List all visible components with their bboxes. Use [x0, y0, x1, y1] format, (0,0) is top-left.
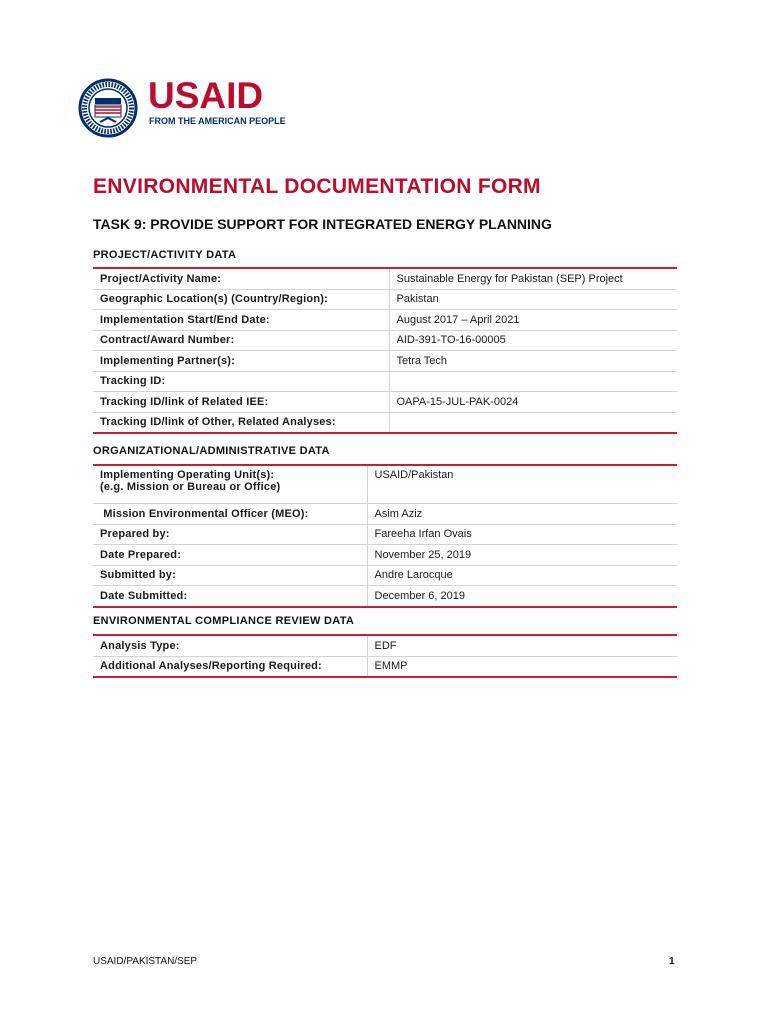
- field-label: Submitted by:: [93, 565, 367, 586]
- field-label: Tracking ID:: [93, 371, 389, 392]
- field-label: [93, 465, 367, 504]
- field-value: December 6, 2019: [367, 586, 677, 607]
- footer-document-id: USAID/PAKISTAN/SEP: [93, 956, 198, 967]
- project-data-table: [93, 267, 677, 434]
- field-value: Asim Aziz: [367, 504, 677, 525]
- table-row: [93, 351, 677, 372]
- document-title: ENVIRONMENTAL DOCUMENTATION FORM: [93, 175, 541, 198]
- task-title: TASK 9: PROVIDE SUPPORT FOR INTEGRATED ENERGY PLANNING: [93, 216, 552, 232]
- section-heading-project: PROJECT/ACTIVITY DATA: [93, 249, 237, 261]
- table-row: [93, 392, 677, 413]
- table-row: [93, 524, 677, 545]
- field-value: Fareeha Irfan Ovais: [367, 524, 677, 545]
- table-row: [93, 371, 677, 392]
- field-label: Prepared by:: [93, 524, 367, 545]
- operating-unit-hint: (e.g. Mission or Bureau or Office): [100, 481, 281, 493]
- table-row: [93, 565, 677, 586]
- table-row: [93, 586, 677, 607]
- usaid-logo: [78, 75, 288, 138]
- usaid-wordmark: USAID: [148, 75, 264, 116]
- page-number: 1: [669, 956, 675, 967]
- table-row: [93, 656, 677, 677]
- table-row: [93, 635, 677, 656]
- field-label: Analysis Type:: [93, 635, 367, 656]
- field-value: Tetra Tech: [389, 351, 677, 372]
- field-label: Date Prepared:: [93, 545, 367, 566]
- field-label: Project/Activity Name:: [93, 268, 389, 289]
- field-label: Implementation Start/End Date:: [93, 310, 389, 331]
- field-label: Date Submitted:: [100, 589, 188, 602]
- field-value: OAPA-15-JUL-PAK-0024: [389, 392, 677, 413]
- organizational-data-table: [93, 464, 677, 608]
- table-row: [93, 289, 677, 310]
- section-heading-organizational: ORGANIZATIONAL/ADMINISTRATIVE DATA: [93, 445, 330, 457]
- field-label: Tracking ID/link of Other, Related Analyses:: [100, 416, 336, 429]
- field-value: EMMP: [367, 656, 677, 677]
- table-row: [93, 412, 677, 433]
- field-value: EDF: [367, 635, 677, 656]
- usaid-seal-icon: [78, 78, 138, 138]
- field-value: AID-391-TO-16-00005: [389, 330, 677, 351]
- field-label: Mission Environmental Officer (MEO):: [93, 504, 367, 525]
- table-row: [93, 310, 677, 331]
- field-value: USAID/Pakistan: [367, 465, 677, 504]
- field-label: Contract/Award Number:: [93, 330, 389, 351]
- field-label: Geographic Location(s) (Country/Region):: [93, 289, 389, 310]
- table-row: [93, 504, 677, 525]
- table-row: [93, 268, 677, 289]
- usaid-tagline: FROM THE AMERICAN PEOPLE: [149, 116, 286, 126]
- field-value: Andre Larocque: [367, 565, 677, 586]
- field-value: [389, 412, 677, 433]
- field-label: Tracking ID/link of Related IEE:: [93, 392, 389, 413]
- field-value: [389, 371, 677, 392]
- table-row: [93, 330, 677, 351]
- field-value: Sustainable Energy for Pakistan (SEP) Project: [389, 268, 677, 289]
- table-row: [93, 465, 677, 504]
- field-value: Pakistan: [389, 289, 677, 310]
- compliance-data-table: [93, 634, 677, 678]
- field-value: November 25, 2019: [367, 545, 677, 566]
- field-label: Additional Analyses/Reporting Required:: [100, 660, 322, 673]
- section-heading-compliance: ENVIRONMENTAL COMPLIANCE REVIEW DATA: [93, 615, 355, 627]
- field-value: August 2017 – April 2021: [389, 310, 677, 331]
- table-row: [93, 545, 677, 566]
- field-label: Implementing Partner(s):: [93, 351, 389, 372]
- operating-unit-label: Implementing Operating Unit(s):: [100, 469, 275, 481]
